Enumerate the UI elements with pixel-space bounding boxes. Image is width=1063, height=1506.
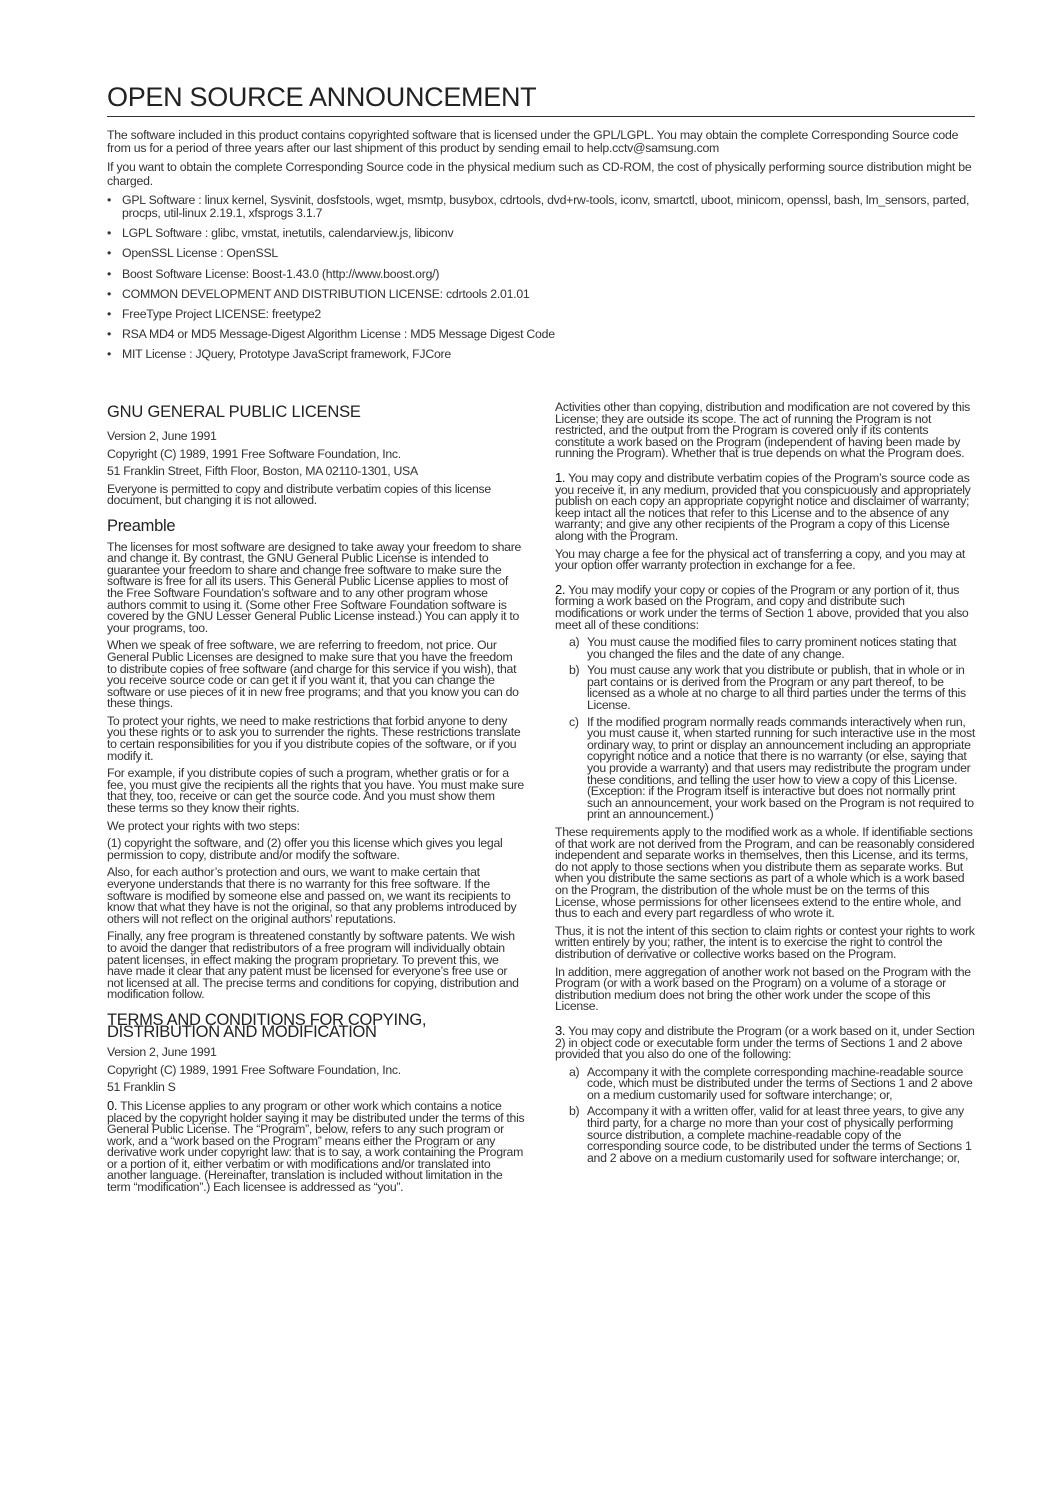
list-item: a) Accompany it with the complete corresponding machine-readable source code, which must be distributed under the terms of Sections 1 and 2 above on a medium customarily used for software interchange; or,	[569, 1064, 973, 1102]
list-item: • GPL Software : linux kernel, Sysvinit, dosfstools, wget, msmtp, busybox, cdrtools, dvd+rw-tools, iconv, smartctl, uboot, minicom, openssl, bash, lm_sensors, parted, procps, util-linux 2.19.1, xfsprogs 3.1.7	[107, 194, 975, 220]
permission-text: Everyone is permitted to copy and distribute verbatim copies of this license document, but changing it is not allowed.	[107, 481, 491, 508]
address-text: 51 Franklin Street, Fifth Floor, Boston, MA 02110-1301, USA	[107, 464, 418, 479]
list-item: b) You must cause any work that you distribute or publish, that in whole or in part contains or is derived from the Program or any part thereof, to be licensed as a whole at no charge to all third parties under the terms of this License.	[569, 663, 966, 713]
preamble-paragraph: The licenses for most software are designed to take away your freedom to share and change it. By contrast, the GNU General Public License is intended to guarantee your freedom to share and change free software to make sure the software is free for all its users. This General Public License applies to most of the Free Software Foundation’s software and to any other program whose authors commit to using it. (Some other Free Software Foundation software is covered by the GNU Lesser General Public License instead.) You can apply it to your programs, too.	[107, 539, 522, 635]
section-text: You may copy and distribute verbatim copies of the Program’s source code as you receive it, in any medium, provided that you conspicuously and appropriately publish on each copy an appropriate copyright notice and disclaimer of warranty; keep intact all the notices that refer to this License and to the absence of any warranty; and give any other recipients of the Program a copy of this License along with the Program.	[555, 470, 971, 543]
section-number: 0.	[107, 1097, 118, 1113]
requirements-paragraph: These requirements apply to the modified work as a whole. If identifiable sections of that work are not derived from the Program, and can be reasonably considered independent and separate works in themselves, then this License, and its terms, do not apply to those sections when you distribute them as separate works. But when you distribute the same sections as part of a whole which is a work based on the Program, the distribution of the whole must be on the terms of this License, whose permissions for other licensees extend to the entire whole, and thus to each and every part regardless of who wrote it.	[555, 825, 975, 921]
section-number: 1.	[555, 469, 566, 485]
page-title: OPEN SOURCE ANNOUNCEMENT	[107, 82, 975, 117]
preamble-paragraph: For example, if you distribute copies of such a program, whether gratis or for a fee, you must give the recipients all the rights that you have. You must make sure that they, too, receive or can get the source code. And you must show them these terms so they know their rights.	[107, 766, 524, 816]
section-number: 2.	[555, 581, 566, 597]
preamble-paragraph: Also, for each author’s protection and ours, we want to make certain that everyone understands that there is no warranty for this free software. If the software is modified by someone else and passed on, we want its recipients to know that what they have is not the original, so that any problems introduced by others will not reflect on the original authors’ reputations.	[107, 865, 517, 926]
document-page	[107, 82, 975, 1195]
section-2-conditions	[555, 637, 975, 821]
preamble-paragraph: We protect your rights with two steps:	[107, 818, 300, 833]
address-text: 51 Franklin S	[107, 1080, 176, 1095]
list-item: c) If the modified program normally reads commands interactively when run, you must cause it, when started running for such interactive use in the most ordinary way, to print or display an announcement including an appropriate copyright notice and a notice that there is no warranty (or else, saying that you provide a warranty) and that users may redistribute the program under these conditions, and telling the user how to view a copy of this License. (Exception: if the Program itself is interactive but does not normally print such an announcement, your work based on the Program is not required to print an announcement.)	[569, 714, 975, 822]
preamble-paragraph: (1) copyright the software, and (2) offer you this license which gives you legal permission to copy, distribute and/or modify the software.	[107, 836, 503, 862]
list-item: • COMMON DEVELOPMENT AND DISTRIBUTION LICENSE: cdrtools 2.01.01	[107, 288, 975, 301]
preamble-paragraph: Finally, any free program is threatened constantly by software patents. We wish to avoid the danger that redistributors of a free program will individually obtain patent licenses, in effect making the program proprietary. To prevent this, we have made it clear that any patent must be licensed for everyone’s free use or not licensed at all. The precise terms and conditions for copying, distribution and modification follow.	[107, 929, 519, 1002]
section-text: You may modify your copy or copies of the Program or any portion of it, thus forming a work based on the Program, and copy and distribute such modifications or work under the terms of Section 1 above, provided that you also meet all of these conditions:	[555, 582, 969, 632]
copyright-text: Copyright (C) 1989, 1991 Free Software Foundation, Inc.	[107, 1062, 401, 1077]
list-item: b) Accompany it with a written offer, valid for at least three years, to give any third party, for a charge no more than your cost of physically performing source distribution, a complete machine-readable copy of the corresponding source code, to be distributed under the terms of Sections 1 and 2 above on a medium customarily used for software interchange; or,	[569, 1104, 972, 1165]
intro-paragraph: If you want to obtain the complete Corresponding Source code in the physical medium such as CD-ROM, the cost of physically performing source distribution might be charged.	[107, 160, 972, 188]
left-column	[107, 402, 525, 1200]
section-number: 3.	[555, 1022, 566, 1038]
section-2	[555, 581, 975, 632]
intro-paragraph: The software included in this product contains copyrighted software that is licensed under the GPL/LGPL. You may obtain the complete Corresponding Source code from us for a period of three years after our last shipment of this product by sending email to help.cctv@samsung.com	[107, 128, 959, 156]
list-item: • Boost Software License: Boost-1.43.0 (http://www.boost.org/)	[107, 268, 975, 281]
preamble-heading: Preamble	[107, 516, 176, 535]
section-3	[555, 1022, 975, 1062]
list-item: a) You must cause the modified files to carry prominent notices stating that you changed the files and the date of any change.	[569, 635, 957, 661]
fee-paragraph: You may charge a fee for the physical act of transferring a copy, and you may at your option offer warranty protection in exchange for a fee.	[555, 546, 966, 573]
version-text: Version 2, June 1991	[107, 1045, 217, 1060]
section-text: This License applies to any program or other work which contains a notice placed by the copyright holder saying it may be distributed under the terms of this General Public License. The “Program”, below, refers to any such program or work, and a “work based on the Program” means either the Program or any derivative work under copyright law: that is to say, a work containing the Program or a portion of it, either verbatim or with modifications and/or translated into another language. (Hereinafter, translation is included without limitation in the term “modification”.) Each licensee is addressed as “you”.	[107, 1098, 525, 1195]
section-0	[107, 1097, 525, 1195]
section-1	[555, 469, 975, 543]
section-text: You may copy and distribute the Program (or a work based on it, under Section 2) in object code or executable form under the terms of Sections 1 and 2 above provided that you also do one of the following:	[555, 1023, 975, 1062]
copyright-text: Copyright (C) 1989, 1991 Free Software Foundation, Inc.	[107, 446, 401, 461]
intro-section	[107, 129, 975, 362]
section-3-options	[555, 1064, 975, 1165]
preamble-paragraph: To protect your rights, we need to make restrictions that forbid anyone to deny you these rights or to ask you to surrender the rights. These restrictions translate to certain responsibilities for you if you distribute copies of the software, or if you modify it.	[107, 713, 521, 763]
activities-paragraph: Activities other than copying, distribution and modification are not covered by this License; they are outside its scope. The act of running the Program is not restricted, and the output from the Program is covered only if its contents constitute a work based on the Program (independent of having been made by running the Program). Whether that is true depends on what the Program does.	[555, 400, 970, 461]
list-item: • OpenSSL License : OpenSSL	[107, 247, 975, 260]
intent-paragraph: Thus, it is not the intent of this section to claim rights or contest your rights to work written entirely by you; rather, the intent is to exercise the right to control the distribution of derivative or collective works based on the Program.	[555, 923, 975, 961]
right-column	[555, 402, 975, 1170]
list-item: • RSA MD4 or MD5 Message-Digest Algorithm License : MD5 Message Digest Code	[107, 328, 975, 341]
version-text: Version 2, June 1991	[107, 429, 217, 443]
license-list	[107, 194, 975, 362]
preamble-paragraph: When we speak of free software, we are referring to freedom, not price. Our General Public Licenses are designed to make sure that you have the freedom to distribute copies of free software (and charge for this service if you wish), that you receive source code or can get it if you want it, that you can change the software or use pieces of it in new free programs; and that you know you can do these things.	[107, 638, 519, 711]
gpl-heading: GNU GENERAL PUBLIC LICENSE	[107, 403, 361, 421]
aggregation-paragraph: In addition, mere aggregation of another work not based on the Program with the Program (or with a work based on the Program) on a volume of a storage or distribution medium does not bring the other work under the scope of this License.	[555, 964, 971, 1014]
list-item: • MIT License : JQuery, Prototype JavaScript framework, FJCore	[107, 348, 975, 361]
terms-heading: TERMS AND CONDITIONS FOR COPYING, DISTRIBUTION AND MODIFICATION	[107, 1010, 427, 1041]
list-item: • LGPL Software : glibc, vmstat, inetutils, calendarview.js, libiconv	[107, 227, 975, 240]
list-item: • FreeType Project LICENSE: freetype2	[107, 308, 975, 321]
